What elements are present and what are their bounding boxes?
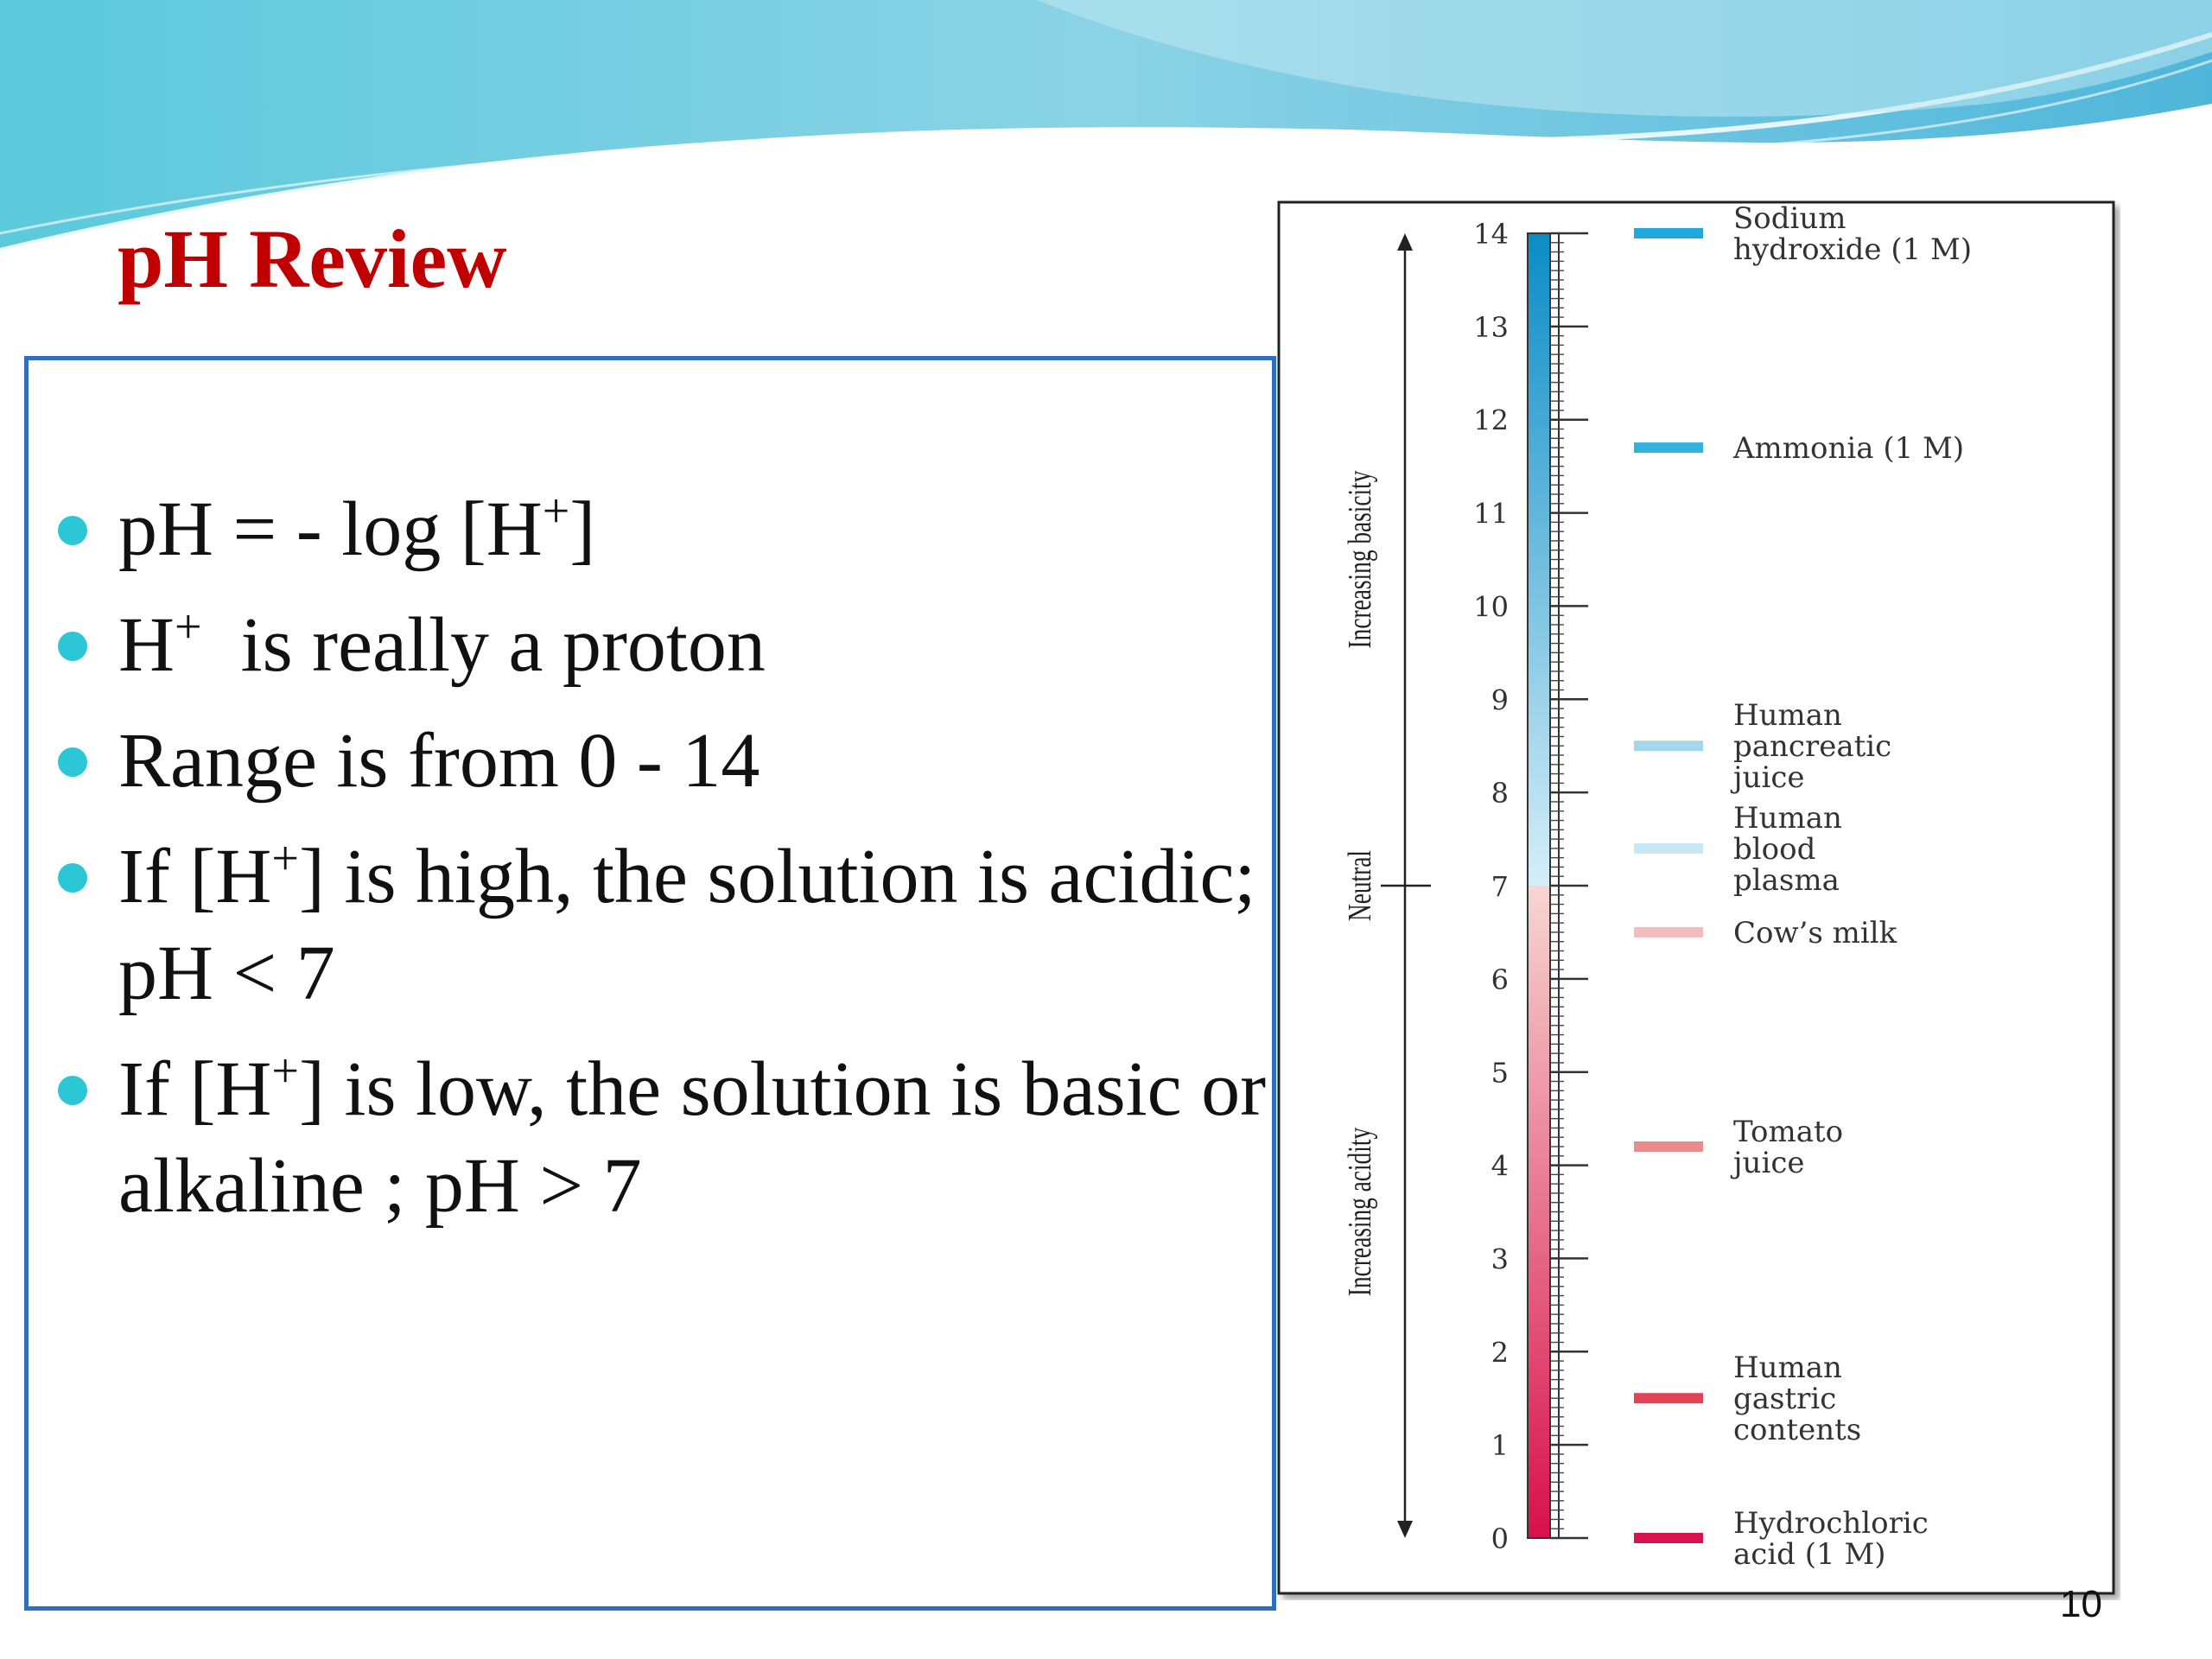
substance-label-line: juice: [1733, 760, 1805, 796]
tick-label: 13: [1473, 310, 1509, 344]
substance-marker: [1634, 1141, 1703, 1152]
substance-label-line: Ammonia (1 M): [1733, 431, 1965, 467]
bullet-dot-icon: [58, 747, 87, 777]
tick-label: 12: [1473, 404, 1509, 437]
substance-marker: [1634, 1393, 1703, 1403]
substance-marker: [1634, 442, 1703, 453]
tick-label: 7: [1491, 870, 1509, 903]
increasing-basicity-label: Increasing basicity: [1341, 470, 1379, 649]
tick-label: 0: [1491, 1522, 1509, 1555]
substance-marker: [1634, 927, 1703, 938]
substance-label: [1732, 431, 1964, 466]
tick-label: 4: [1491, 1149, 1509, 1183]
substance-label-line: blood: [1733, 831, 1816, 867]
substance-label-line: Tomato: [1733, 1115, 1844, 1149]
substance-label-line: juice: [1733, 1146, 1805, 1180]
bullet-ph-definition: pH = - log [H+]: [29, 481, 1273, 578]
bullet-dot-icon: [58, 1076, 87, 1105]
substance-label-line: Hydrochloric: [1733, 1506, 1929, 1541]
substance-label-line: hydroxide (1 M): [1733, 232, 1973, 267]
substance-label-line: Sodium: [1733, 201, 1847, 236]
substance-label-line: Human: [1733, 1351, 1842, 1386]
tick-label: 2: [1491, 1336, 1509, 1370]
ph-color-bar: [1528, 233, 1550, 1538]
bullet-basic: If [H+] is low, the solution is basic or alkaline ; pH > 7: [29, 1041, 1273, 1235]
tick-label: 11: [1473, 497, 1509, 531]
substance-label-line: plasma: [1733, 862, 1840, 898]
increasing-acidity-label: Increasing acidity: [1341, 1127, 1379, 1297]
bullet-range: Range is from 0 - 14: [29, 713, 1273, 810]
bullet-dot-icon: [58, 516, 87, 545]
bullet-dot-icon: [58, 632, 87, 661]
bullet-proton: H+ is really a proton: [29, 597, 1273, 694]
slide-title: pH Review: [118, 213, 507, 305]
page-number: 10: [2060, 1583, 2102, 1625]
substance-marker: [1634, 228, 1703, 238]
substance-label: [1733, 916, 1897, 950]
tick-label: 14: [1473, 218, 1509, 251]
substance-marker: [1634, 741, 1703, 751]
tick-label: 1: [1491, 1429, 1509, 1463]
bullet-list: [29, 481, 1273, 1254]
substance-label-line: pancreatic: [1733, 729, 1892, 765]
neutral-label: Neutral: [1341, 849, 1379, 922]
tick-label: 6: [1491, 963, 1509, 996]
tick-label: 10: [1473, 590, 1509, 624]
tick-label: 8: [1491, 777, 1509, 810]
substance-marker: [1634, 1533, 1703, 1543]
ph-scale-diagram: [1275, 199, 2120, 1600]
content-box: [24, 356, 1276, 1611]
tick-label: 9: [1491, 683, 1509, 717]
substance-label-line: gastric: [1733, 1382, 1837, 1417]
substance-label-line: Human: [1733, 698, 1842, 734]
bullet-acidic: If [H+] is high, the solution is acidic; pH < 7: [29, 829, 1273, 1022]
bullet-dot-icon: [58, 863, 87, 893]
substance-label-line: contents: [1733, 1413, 1862, 1448]
substance-marker: [1634, 843, 1703, 854]
tick-label: 5: [1491, 1056, 1509, 1090]
substance-label-line: Human: [1733, 800, 1842, 836]
substance-label-line: acid (1 M): [1733, 1537, 1886, 1572]
substance-label-line: Cow’s milk: [1733, 915, 1897, 950]
tick-label: 3: [1491, 1243, 1509, 1276]
